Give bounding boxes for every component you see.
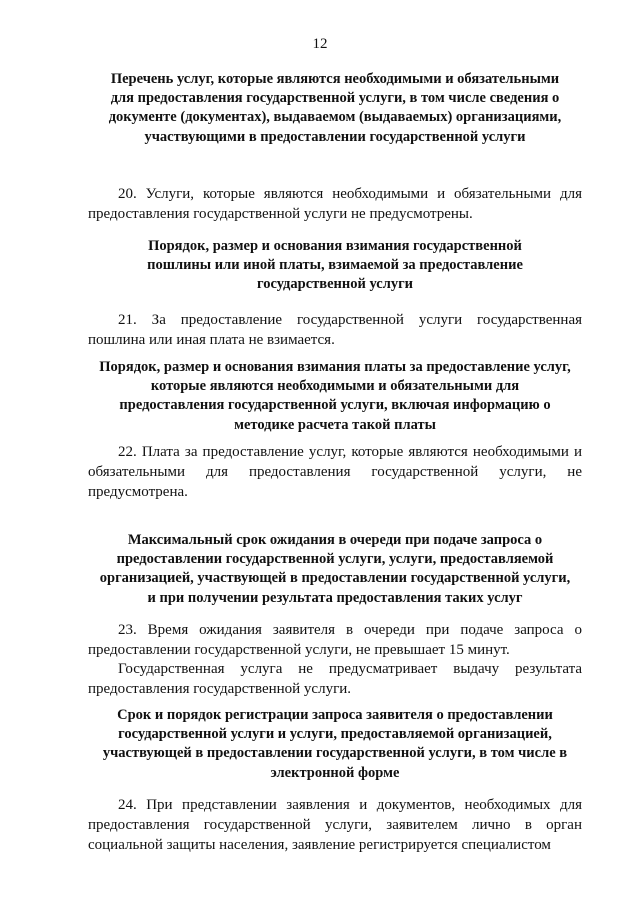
section-heading-registration: Срок и порядок регистрации запроса заявителя о предоставлении государственной услуги и услуги, предоставляемой организацией, участвующей в предоставлении государственной услуги, в том числе в электронной форме (102, 707, 568, 781)
page-number: 12 (312, 36, 328, 52)
paragraph-24: 24. При представлении заявления и документов, необходимых для предоставления государственной услуги, заявителем лично в орган социальной защиты населения, заявление регистрируется специалистом (88, 797, 582, 853)
section-heading-state-fee: Порядок, размер и основания взимания государственной пошлины или иной платы, взимаемой за предоставление государственной услуги (147, 238, 523, 293)
section-heading-fee-for-services: Порядок, размер и основания взимания платы за предоставление услуг, которые являются необходимыми и обязательными для предоставления государственной услуги, включая информацию о методике расчета такой платы (99, 359, 571, 433)
paragraph-22: 22. Плата за предоставление услуг, которые являются необходимыми и обязательными для предоставления государственной услуги, не предусмотрена. (88, 444, 582, 500)
paragraph-23-continued: Государственная услуга не предусматривает выдачу результата предоставления государственной услуги. (88, 661, 582, 697)
paragraph-20: 20. Услуги, которые являются необходимыми и обязательными для предоставления государственной услуги не предусмотрены. (88, 186, 582, 222)
paragraph-21: 21. За предоставление государственной услуги государственная пошлина или иная плата не взимается. (88, 312, 582, 348)
section-heading-services-list: Перечень услуг, которые являются необходимыми и обязательными для предоставления государственной услуги, в том числе сведения о документе (документах), выдаваемом (выдаваемых) организациями, участвующими в предоставлении государственной услуги (108, 71, 562, 145)
paragraph-23: 23. Время ожидания заявителя в очереди при подаче запроса о предоставлении государственной услуги, не превышает 15 минут. (88, 622, 582, 658)
section-heading-queue-time: Максимальный срок ожидания в очереди при подаче запроса о предоставлении государственной услуги, услуги, предоставляемой организацией, участвующей в предоставлении государственной услуги, и при получении результата предоставления таких услуг (99, 532, 571, 606)
